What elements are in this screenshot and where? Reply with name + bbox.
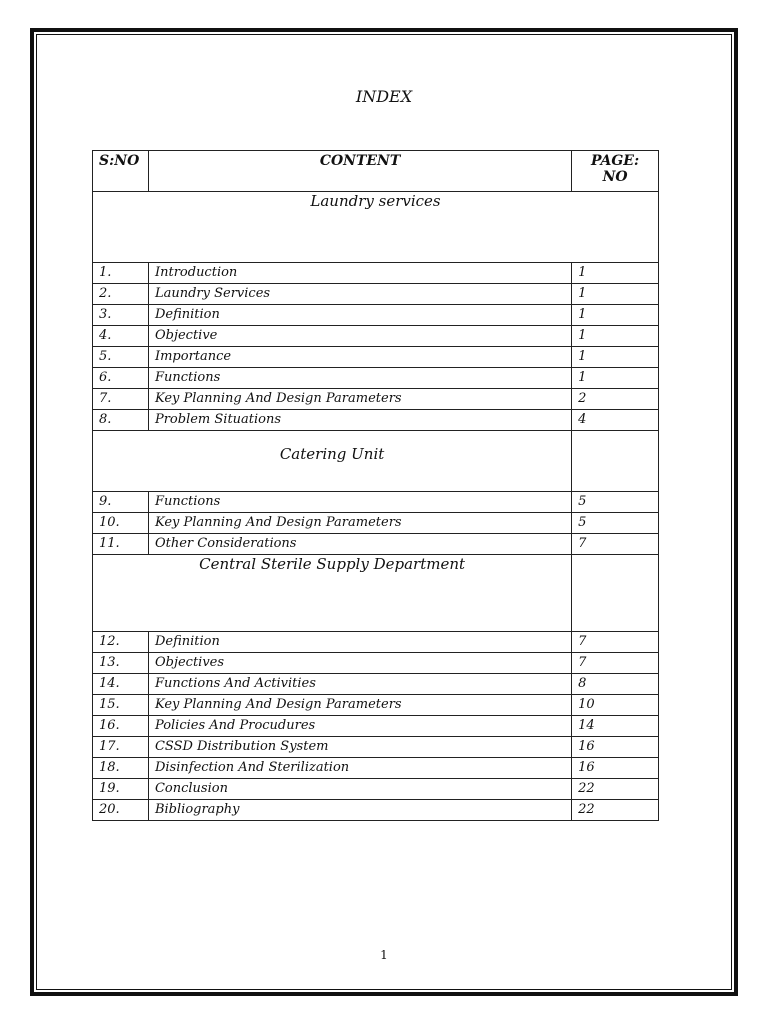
cell-page: 22 [572,800,659,821]
cell-sno: 16. [93,716,149,737]
cell-sno: 18. [93,758,149,779]
cell-sno: 3. [93,305,149,326]
cell-content: Key Planning And Design Parameters [148,389,571,410]
cell-sno: 4. [93,326,149,347]
cell-page: 14 [572,716,659,737]
cell-content: Key Planning And Design Parameters [148,695,571,716]
cell-page: 1 [572,284,659,305]
section-heading-cell [93,431,572,492]
cell-content: Importance [148,347,571,368]
cell-page: 10 [572,695,659,716]
section-page-cell [572,555,659,632]
header-row [93,151,659,192]
page-title: INDEX [355,87,413,106]
cell-sno: 7. [93,389,149,410]
table-row [93,534,659,555]
cell-page: 1 [572,347,659,368]
cell-page: 16 [572,758,659,779]
index-body [93,192,659,821]
cell-page: 8 [572,674,659,695]
cell-content: Functions And Activities [148,674,571,695]
cell-content: Functions [148,492,571,513]
cell-sno: 19. [93,779,149,800]
table-row [93,368,659,389]
cell-content: Definition [148,632,571,653]
table-row [93,716,659,737]
section-row [93,555,659,632]
cell-page: 7 [572,653,659,674]
cell-sno: 10. [93,513,149,534]
table-row [93,410,659,431]
cell-page: 5 [572,513,659,534]
table-row [93,779,659,800]
cell-content: Disinfection And Sterilization [148,758,571,779]
cell-page: 2 [572,389,659,410]
cell-content: Functions [148,368,571,389]
section-heading-cell [93,555,572,632]
cell-page: 1 [572,263,659,284]
section-page-cell [572,431,659,492]
cell-sno: 11. [93,534,149,555]
table-row [93,347,659,368]
table-row [93,513,659,534]
cell-content: Objective [148,326,571,347]
cell-sno: 14. [93,674,149,695]
cell-sno: 12. [93,632,149,653]
cell-sno: 13. [93,653,149,674]
cell-page: 1 [572,326,659,347]
cell-page: 5 [572,492,659,513]
table-row [93,632,659,653]
section-heading: Laundry services [310,192,441,210]
section-heading: Catering Unit [279,445,385,463]
cell-sno: 17. [93,737,149,758]
table-row [93,674,659,695]
cell-content: Problem Situations [148,410,571,431]
table-row [93,492,659,513]
cell-content: Laundry Services [148,284,571,305]
cell-page: 1 [572,368,659,389]
cell-page: 7 [572,534,659,555]
table-row [93,653,659,674]
table-row [93,389,659,410]
cell-sno: 8. [93,410,149,431]
cell-page: 4 [572,410,659,431]
cell-content: CSSD Distribution System [148,737,571,758]
header-content: CONTENT [148,151,571,192]
table-row [93,305,659,326]
cell-content: Bibliography [148,800,571,821]
cell-content: Key Planning And Design Parameters [148,513,571,534]
table-row [93,800,659,821]
table-row [93,695,659,716]
page-number: 1 [380,948,388,962]
table-row [93,758,659,779]
table-row [93,326,659,347]
cell-page: 22 [572,779,659,800]
cell-page: 16 [572,737,659,758]
table-row [93,263,659,284]
cell-content: Introduction [148,263,571,284]
cell-content: Definition [148,305,571,326]
cell-sno: 2. [93,284,149,305]
table-row [93,284,659,305]
cell-sno: 5. [93,347,149,368]
cell-content: Objectives [148,653,571,674]
index-table [92,150,659,821]
section-row [93,431,659,492]
cell-content: Policies And Procudures [148,716,571,737]
section-row [93,192,659,263]
cell-sno: 1. [93,263,149,284]
header-sno: S:NO [93,151,149,192]
cell-sno: 6. [93,368,149,389]
cell-sno: 9. [93,492,149,513]
cell-page: 7 [572,632,659,653]
cell-page: 1 [572,305,659,326]
section-heading-cell [93,192,659,263]
table-row [93,737,659,758]
cell-sno: 15. [93,695,149,716]
section-heading: Central Sterile Supply Department [199,555,466,573]
cell-content: Conclusion [148,779,571,800]
cell-sno: 20. [93,800,149,821]
header-page: PAGE: NO [572,151,659,192]
cell-content: Other Considerations [148,534,571,555]
